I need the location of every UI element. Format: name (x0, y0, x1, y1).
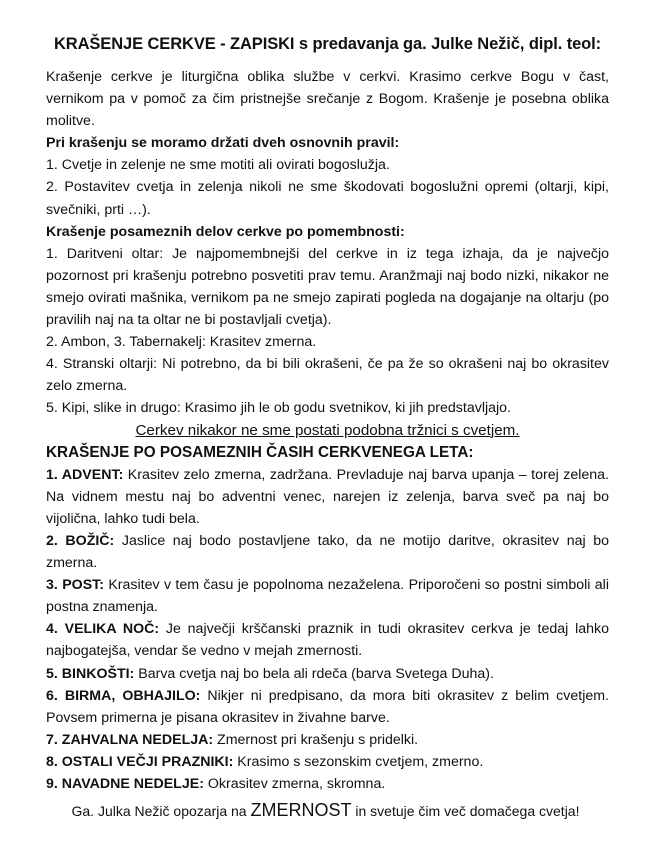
season-item (46, 530, 609, 574)
footer-text-after: in svetuje čim več domačega cvetja! (351, 803, 580, 819)
part-item: 1. Daritveni oltar: Je najpomembnejši del cerkve in iz tega izhaja, da je največjo pozornost pri krašenju potrebno posvetiti prav temu. Aranžmaji naj bodo nizki, nikakor ne smejo ovirati mašnika, vernikom pa ne smejo zapirati pogleda na dogajanje na oltarju (po pravilih naj na ta oltar ne bi postavljali cvetja). (46, 245, 609, 329)
part-item: 5. Kipi, slike in drugo: Krasimo jih le ob godu svetnikov, ki jih predstavljajo. (46, 400, 511, 417)
season-item (46, 663, 609, 685)
season-item (46, 685, 609, 729)
season-label: 9. NAVADNE NEDELJE: (46, 776, 204, 792)
season-item (46, 773, 609, 795)
season-item (46, 464, 609, 530)
season-text: Okrasitev zmerna, skromna. (203, 776, 386, 792)
intro-paragraph: Krašenje cerkve je liturgična oblika službe v cerkvi. Krasimo cerkve Bogu v čast, vernikom pa v pomoč za čim pristnejše srečanje z Bogom. Krašenje je posebna oblika molitve. (46, 69, 609, 130)
rule-item: 1. Cvetje in zelenje ne sme motiti ali ovirati bogoslužja. (46, 157, 390, 174)
season-item (46, 729, 609, 751)
season-text: Zmernost pri krašenju s pridelki. (213, 731, 419, 748)
season-label: 5. BINKOŠTI: (46, 665, 135, 682)
season-text: Je največji krščanski praznik in tudi okrasitev cerkva je tedaj lahko najbogatejša, vendar še vedno v mejah zmernosti. (46, 621, 610, 660)
footer-emphasis: ZMERNOST (250, 800, 352, 820)
part-item: 2. Ambon, 3. Tabernakelj: Krasitev zmerna. (46, 334, 317, 351)
season-text: Barva cvetja naj bo bela ali rdeča (barva Svetega Duha). (134, 665, 494, 682)
season-text: Krasimo s sezonskim cvetjem, zmerno. (233, 753, 484, 770)
parts-heading: Krašenje posameznih delov cerkve po pomembnosti: (46, 223, 405, 240)
season-label: 2. BOŽIČ: (46, 532, 115, 549)
season-item (46, 574, 609, 618)
season-text: Nikjer ni predpisano, da mora biti okrasitev z belim cvetjem. Povsem primerna je pisana okrasitev in živahne barve. (46, 687, 609, 726)
season-text: Krasitev zelo zmerna, zadržana. Prevladuje naj barva upanja – torej zelena. Na vidnem mestu naj bo adventni venec, narejen iz zelenja, barva sveč pa naj bo vijolična, lahko tudi bela. (46, 466, 609, 527)
season-text: Krasitev v tem času je popolnoma nezaželena. Priporočeni so postni simboli ali postna znamenja. (46, 577, 609, 616)
season-item (46, 618, 609, 662)
season-label: 1. ADVENT: (46, 466, 124, 483)
rule-item: 2. Postavitev cvetja in zelenja nikoli ne sme škodovati bogoslužni opremi (oltarji, kipi, svečniki, prti …). (46, 179, 609, 218)
season-label: 4. VELIKA NOČ: (46, 621, 160, 638)
warning-underlined: Cerkev nikakor ne sme postati podobna tržnici s cvetjem. (135, 421, 520, 439)
season-label: 6. BIRMA, OBHAJILO: (46, 687, 201, 704)
season-label: 7. ZAHVALNA NEDELJA: (46, 731, 214, 748)
season-label: 3. POST: (46, 577, 104, 594)
season-label: 8. OSTALI VEČJI PRAZNIKI: (46, 753, 234, 770)
document-title: KRAŠENJE CERKVE - ZAPISKI s predavanja ga. Julke Nežič, dipl. teol: (53, 35, 602, 53)
season-text: Jaslice naj bodo postavljene tako, da ne motijo daritve, okrasitev naj bo zmerna. (46, 532, 609, 572)
rules-heading: Pri krašenju se moramo držati dveh osnovnih pravil: (46, 135, 400, 152)
seasons-heading: KRAŠENJE PO POSAMEZNIH ČASIH CERKVENEGA LETA: (46, 443, 474, 461)
footer-note (0, 800, 651, 821)
footer-text-before: Ga. Julka Nežič opozarja na (71, 803, 251, 819)
season-item (46, 751, 609, 773)
part-item: 4. Stranski oltarji: Ni potrebno, da bi bili okrašeni, če pa že so okrašeni naj bo okrasitev zelo zmerna. (46, 356, 609, 395)
document-body (46, 66, 609, 795)
